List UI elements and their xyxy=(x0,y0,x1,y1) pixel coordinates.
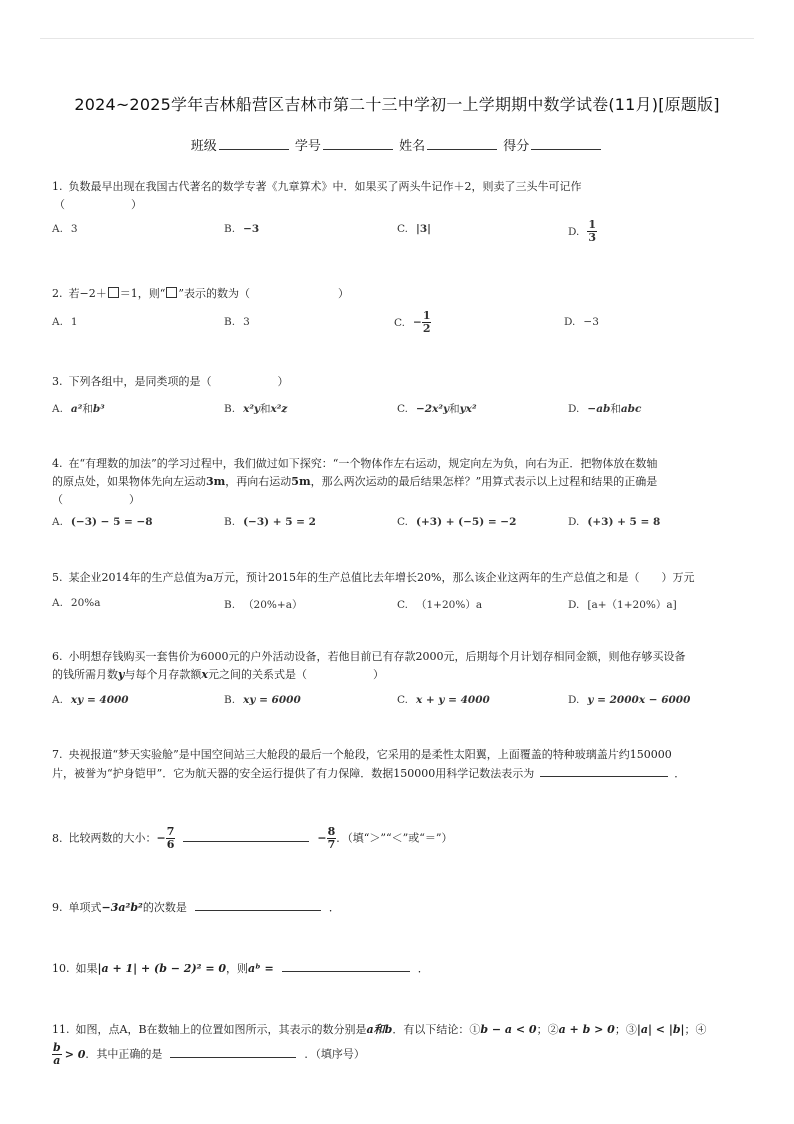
box-placeholder-icon xyxy=(166,287,177,298)
option-a[interactable]: A. (−3) − 5 = −8 xyxy=(52,516,153,528)
question-number: 9. xyxy=(52,901,63,914)
answer-blank[interactable] xyxy=(282,959,410,972)
question-number: 3. xyxy=(52,375,63,388)
question-11: 11. 如图，点A，B在数轴上的位置如图所示，其表示的数分别是a和b．有以下结论：①b − a < 0；②a + b > 0；③|a| < |b|；④ $\frac{b}{a}$ > 0．其中正确的是 ．（填序号） xyxy=(52,1023,707,1067)
option-d[interactable]: D. y = 2000x − 6000 xyxy=(568,694,691,706)
question-9: 9. 单项式−3a²b²的次数是 ． xyxy=(52,898,742,917)
class-field[interactable] xyxy=(219,137,289,150)
question-number: 7. xyxy=(52,748,63,761)
question-7: 7. 央视报道“梦天实验舱”是中国空间站三大舱段的最后一个舱段，它采用的是柔性太阳翼，上面覆盖的特种玻璃盖片约150000 片，被誉为“护身铠甲”．它为航天器的安全运行提供了有力保障．数据150000用科学记数法表示为 ． xyxy=(52,748,686,780)
option-c[interactable]: C. − $\frac{1}{2}$ xyxy=(394,309,431,335)
option-a[interactable]: A. xy = 4000 xyxy=(52,694,129,706)
option-c[interactable]: C. （1+20%）a xyxy=(397,599,483,611)
fraction: $\frac{7}{6}$ xyxy=(166,825,175,851)
option-d[interactable]: D. [a+（1+20%）a] xyxy=(568,599,677,611)
question-text: 负数最早出现在我国古代著名的数学专著《九章算术》中．如果买了两头牛记作＋2，则卖了三头牛可记作 xyxy=(68,180,582,193)
option-a[interactable]: A. a²和b³ xyxy=(52,403,105,415)
question-number: 1. xyxy=(52,180,63,193)
question-number: 4. xyxy=(52,457,63,470)
fraction: $\frac{1}{3}$ xyxy=(588,218,597,244)
option-b[interactable]: B. （20%+a） xyxy=(224,599,303,611)
option-c[interactable]: C. −2x²y和yx² xyxy=(397,403,477,415)
option-b[interactable]: B. xy = 6000 xyxy=(224,694,301,706)
student-id-field[interactable] xyxy=(323,137,393,150)
name-field[interactable] xyxy=(427,137,497,150)
name-label: 姓名 xyxy=(399,139,426,154)
option-b[interactable]: B. 3 xyxy=(224,316,250,328)
question-5-options xyxy=(52,597,742,619)
question-6: 6. 小明想存钱购买一套售价为6000元的户外活动设备，若他目前已有存款2000元，后期每个月计划存相同金额，则他存够买设备 的钱所需月数y与每个月存款额x元之间的关系式是（ ） xyxy=(52,650,686,681)
question-3-options xyxy=(52,401,742,423)
page-title: 2024~2025学年吉林船营区吉林市第二十三中学初一上学期期中数学试卷(11月)[原题版] xyxy=(74,95,720,114)
option-a[interactable]: A. 1 xyxy=(52,316,78,328)
answer-blank[interactable] xyxy=(183,829,309,842)
answer-blank[interactable] xyxy=(170,1045,296,1058)
option-d[interactable]: D. −3 xyxy=(564,316,599,328)
option-b[interactable]: B. x²y和x²z xyxy=(224,403,288,415)
fraction: $\frac{1}{2}$ xyxy=(422,309,431,335)
student-id-label: 学号 xyxy=(294,139,321,154)
question-4: 4. 在“有理数的加法”的学习过程中，我们做过如下探究：“一个物体作左右运动，规定向左为负，向右为正．把物体放在数轴 的原点处，如果物体先向左运动3m，再向右运动5m，那么两次运动的最后结果怎样？”用算式表示以上过程和结果的正确是 （ ） xyxy=(52,455,742,509)
question-number: 2. xyxy=(52,287,63,300)
question-number: 8. xyxy=(52,831,63,845)
answer-blank[interactable] xyxy=(540,764,668,777)
question-number: 10. xyxy=(52,962,70,975)
header-rule xyxy=(40,38,754,39)
option-a[interactable]: A. 20%a xyxy=(52,597,101,609)
fraction: $\frac{b}{a}$ xyxy=(53,1041,61,1067)
student-info-row xyxy=(0,135,794,154)
question-5: 5. 某企业2014年的生产总值为a万元，预计2015年的生产总值比去年增长20%，那么该企业这两年的生产总值之和是（ ）万元 xyxy=(52,571,695,584)
question-4-options xyxy=(52,516,742,538)
question-2: 2. 若−2＋ ＝1，则“ ”表示的数为（ ） xyxy=(52,287,349,300)
question-1 xyxy=(52,178,742,214)
option-a[interactable]: A. 3 xyxy=(52,223,78,235)
question-6-options xyxy=(52,694,742,716)
option-b[interactable]: B. (−3) + 5 = 2 xyxy=(224,516,316,528)
question-3: 3. 下列各组中，是同类项的是（ ） xyxy=(52,375,289,388)
option-d[interactable]: D. (+3) + 5 = 8 xyxy=(568,516,661,528)
box-placeholder-icon xyxy=(108,287,119,298)
option-c[interactable]: C. |3| xyxy=(397,223,431,235)
question-10: 10. 如果|a + 1| + (b − 2)² = 0，则aᵇ = ． xyxy=(52,959,742,978)
class-label: 班级 xyxy=(190,139,217,154)
fraction: $\frac{8}{7}$ xyxy=(327,825,336,851)
answer-paren: （ ） xyxy=(52,493,140,506)
option-c[interactable]: C. x + y = 4000 xyxy=(397,694,490,706)
answer-paren: （ ） xyxy=(54,198,142,211)
option-d[interactable]: D. $\frac{1}{3}$ xyxy=(568,218,597,244)
question-number: 6. xyxy=(52,650,63,663)
option-c[interactable]: C. (+3) + (−5) = −2 xyxy=(397,516,517,528)
answer-blank[interactable] xyxy=(195,898,321,911)
score-label: 得分 xyxy=(503,139,530,154)
question-8: 8. 比较两数的大小：− $\frac{7}{6}$ − $\frac{8}{7}$ ．（填“＞”“＜”或“＝”） xyxy=(52,825,453,851)
question-number: 11. xyxy=(52,1023,70,1036)
score-field[interactable] xyxy=(531,137,601,150)
question-1-options xyxy=(52,218,742,245)
question-number: 5. xyxy=(52,571,63,584)
question-2-options xyxy=(52,309,742,338)
option-d[interactable]: D. −ab和abc xyxy=(568,403,642,415)
option-b[interactable]: B. −3 xyxy=(224,223,260,235)
